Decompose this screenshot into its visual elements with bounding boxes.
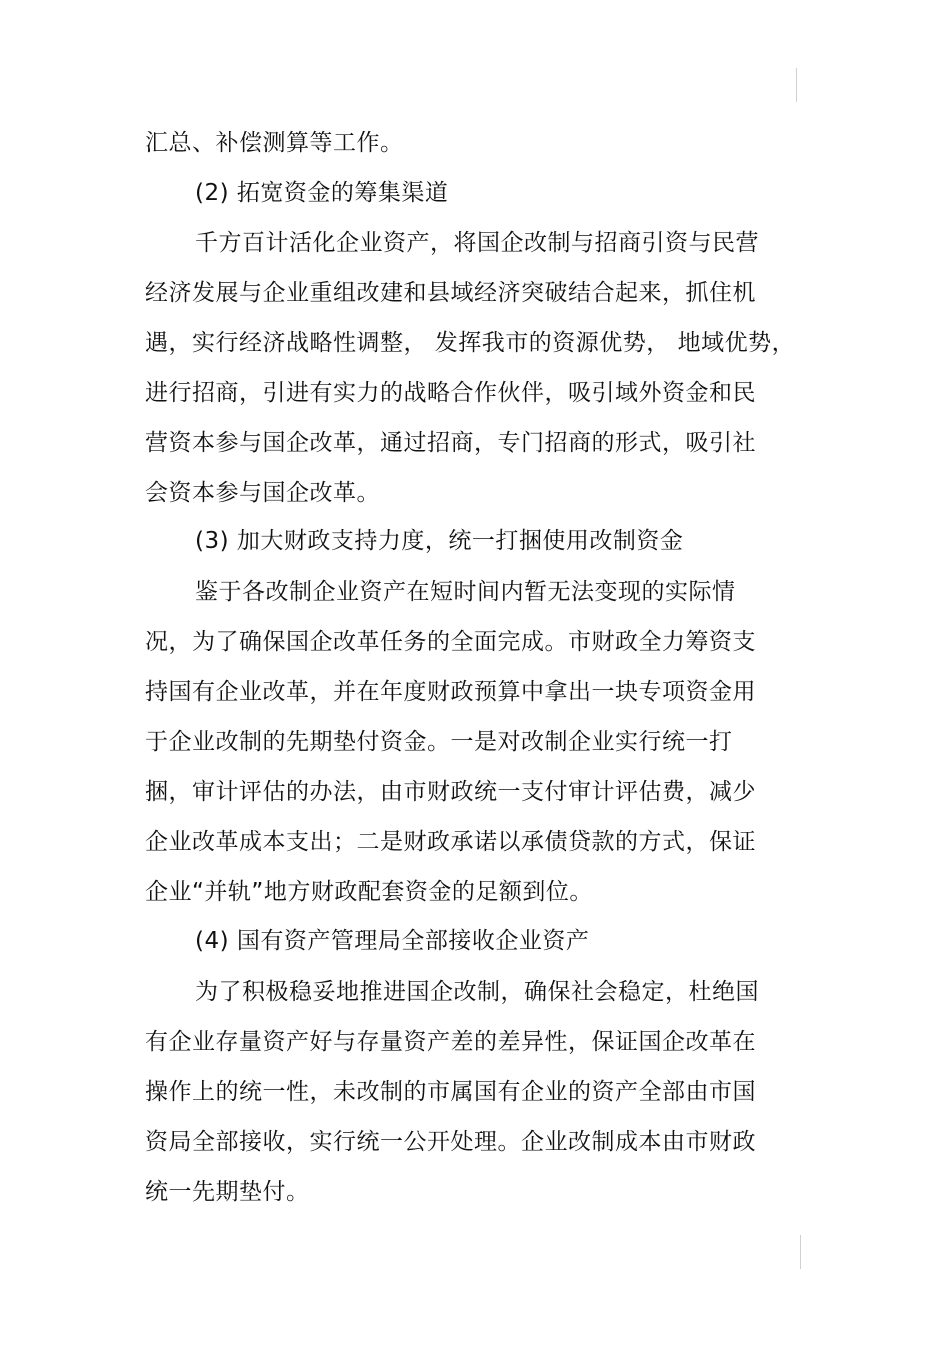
text-line: 于企业改制的先期垫付资金。一是对改制企业实行统一打 [145, 729, 733, 755]
text-line: 有企业存量资产好与存量资产差的差异性，保证国企改革在 [145, 1029, 756, 1055]
text-line: 营资本参与国企改革，通过招商，专门招商的形式，吸引社 [145, 430, 756, 456]
text-line: 会资本参与国企改革。 [145, 480, 380, 506]
text-line: 况，为了确保国企改革任务的全面完成。市财政全力筹资支 [145, 629, 756, 655]
section-heading: (3) 加大财政支持力度，统一打捆使用改制资金 [195, 528, 684, 554]
section-heading: (4) 国有资产管理局全部接收企业资产 [195, 928, 590, 954]
text-line: 资局全部接收，实行统一公开处理。企业改制成本由市财政 [145, 1129, 756, 1155]
text-line: 企业改革成本支出；二是财政承诺以承债贷款的方式，保证 [145, 829, 756, 855]
text-line: 遇，实行经济战略性调整， 发挥我市的资源优势， 地域优势， [145, 330, 796, 356]
text-line: 汇总、补偿测算等工作。 [145, 130, 404, 156]
text-line: 捆，审计评估的办法，由市财政统一支付审计评估费，减少 [145, 779, 756, 805]
text-line: 持国有企业改革，并在年度财政预算中拿出一块专项资金用 [145, 679, 756, 705]
text-line: 进行招商，引进有实力的战略合作伙伴，吸引域外资金和民 [145, 380, 756, 406]
text-line: 经济发展与企业重组改建和县域经济突破结合起来，抓住机 [145, 280, 756, 306]
text-line: 为了积极稳妥地推进国企改制，确保社会稳定，杜绝国 [195, 979, 759, 1005]
text-line: 千方百计活化企业资产，将国企改制与招商引资与民营 [195, 230, 759, 256]
page-corner-mark-top [796, 68, 797, 102]
text-line: 操作上的统一性，未改制的市属国有企业的资产全部由市国 [145, 1079, 756, 1105]
text-line: 统一先期垫付。 [145, 1179, 310, 1205]
section-heading: (2) 拓宽资金的筹集渠道 [195, 180, 449, 206]
page-corner-mark-bottom [800, 1235, 801, 1269]
text-line: 企业“并轨”地方财政配套资金的足额到位。 [145, 879, 593, 905]
text-line: 鉴于各改制企业资产在短时间内暂无法变现的实际情 [195, 579, 736, 605]
